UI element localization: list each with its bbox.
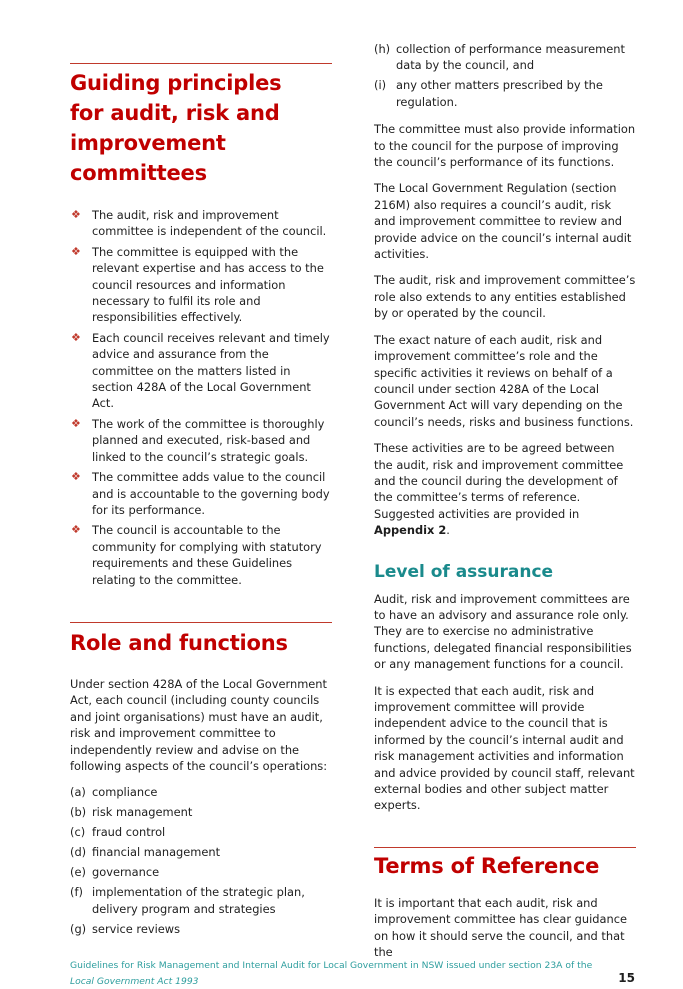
list-item: (f) implementation of the strategic plan, delivery program and strategies	[70, 885, 305, 916]
bullet-diamond-icon: ❖	[71, 416, 81, 430]
bullet-diamond-icon: ❖	[71, 470, 81, 484]
list-item: ❖ The committee is equipped with the relevant expertise and has access to the council resources and information necessary to fulfil its role and responsibilities effectively.	[71, 244, 324, 325]
paragraph: The Local Government Regulation (section 216M) also requires a council’s audit, risk and improvement committee to review and provide advice on the council’s internal audit activities.	[374, 181, 632, 262]
list-item: (a) compliance	[70, 785, 158, 800]
bullet-diamond-icon: ❖	[71, 244, 81, 258]
section-title-guiding-principles: Guiding principles for audit, risk and improvement committees	[70, 71, 282, 185]
list-item: (d) financial management	[70, 845, 221, 860]
section-title-terms-of-reference: Terms of Reference	[374, 853, 600, 878]
list-item: (c) fraud control	[70, 825, 166, 840]
bullet-diamond-icon: ❖	[71, 523, 81, 537]
list-item: ❖ The committee adds value to the council and is accountable to the governing body for its performance.	[71, 470, 330, 517]
paragraph: It is important that each audit, risk and improvement committee has clear guidance on how it should serve the council, and that the	[374, 895, 627, 960]
paragraph: It is expected that each audit, risk and improvement committee will provide independent advice to the council that is informed by the council’s internal audit and risk management activities and information and advice provided by council staff, relevant external bodies and other subject matter experts.	[374, 683, 635, 813]
act-title: Local Government Act 1993	[70, 975, 199, 987]
left-column	[70, 0, 332, 937]
paragraph: The exact nature of each audit, risk and improvement committee’s role and the specific activities it reviews on behalf of a council under section 428A of the Local Government Act will vary depending on the council’s needs, risks and business functions.	[374, 332, 634, 429]
section-rule	[70, 63, 332, 64]
bullet-diamond-icon: ❖	[71, 208, 81, 221]
list-item: (g) service reviews	[70, 921, 181, 936]
appendix-reference: Appendix 2	[374, 523, 447, 538]
paragraph-appendix: These activities are to be agreed between the audit, risk and improvement committee and the council during the development of the committee’s terms of reference. Suggested activities are provided in Appendix 2.	[374, 441, 624, 538]
list-item: (i) any other matters prescribed by the regulation.	[374, 78, 603, 109]
section-rule	[374, 847, 636, 848]
section-title-role-functions: Role and functions	[70, 630, 288, 655]
list-item: ❖ Each council receives relevant and timely advice and assurance from the committee on the matters listed in section 428A of the Local Government Act.	[71, 330, 330, 411]
page-number: 15	[618, 971, 635, 985]
list-item: ❖ The audit, risk and improvement committee is independent of the council.	[71, 208, 327, 239]
paragraph: The committee must also provide information to the council for the purpose of improving the council’s performance of its functions.	[374, 122, 636, 170]
list-item: ❖ The council is accountable to the community for complying with statutory requirements and these Guidelines relating to the committee.	[71, 523, 322, 587]
section-rule	[70, 622, 332, 623]
operations-list-continued	[374, 41, 636, 110]
right-column	[374, 0, 636, 960]
bullet-diamond-icon: ❖	[71, 330, 81, 344]
paragraph: The audit, risk and improvement committee’s role also extends to any entities established by or operated by the council.	[374, 273, 636, 321]
list-item: (h) collection of performance measurement data by the council, and	[374, 42, 625, 73]
paragraph: Audit, risk and improvement committees are to have an advisory and assurance role only. They are to exercise no administrative functions, delegated financial responsibilities or any management functions for a council.	[374, 591, 632, 672]
operations-list	[70, 784, 332, 937]
role-intro-paragraph: Under section 428A of the Local Government Act, each council (including county councils and joint organisations) must have an audit, risk and improvement committee to independently review and advise on the following aspects of the council’s operations:	[70, 676, 328, 773]
list-item: (e) governance	[70, 865, 160, 880]
list-item: ❖ The work of the committee is thoroughly planned and executed, risk-based and linked to the council’s strategic goals.	[71, 416, 325, 464]
page-footer: Guidelines for Risk Management and Internal Audit for Local Government in NSW issued under section 23A of the Local Government Act 1993	[70, 960, 593, 987]
list-item: (b) risk management	[70, 805, 193, 820]
subsection-title-level-of-assurance: Level of assurance	[374, 561, 554, 582]
principles-list	[70, 207, 332, 588]
